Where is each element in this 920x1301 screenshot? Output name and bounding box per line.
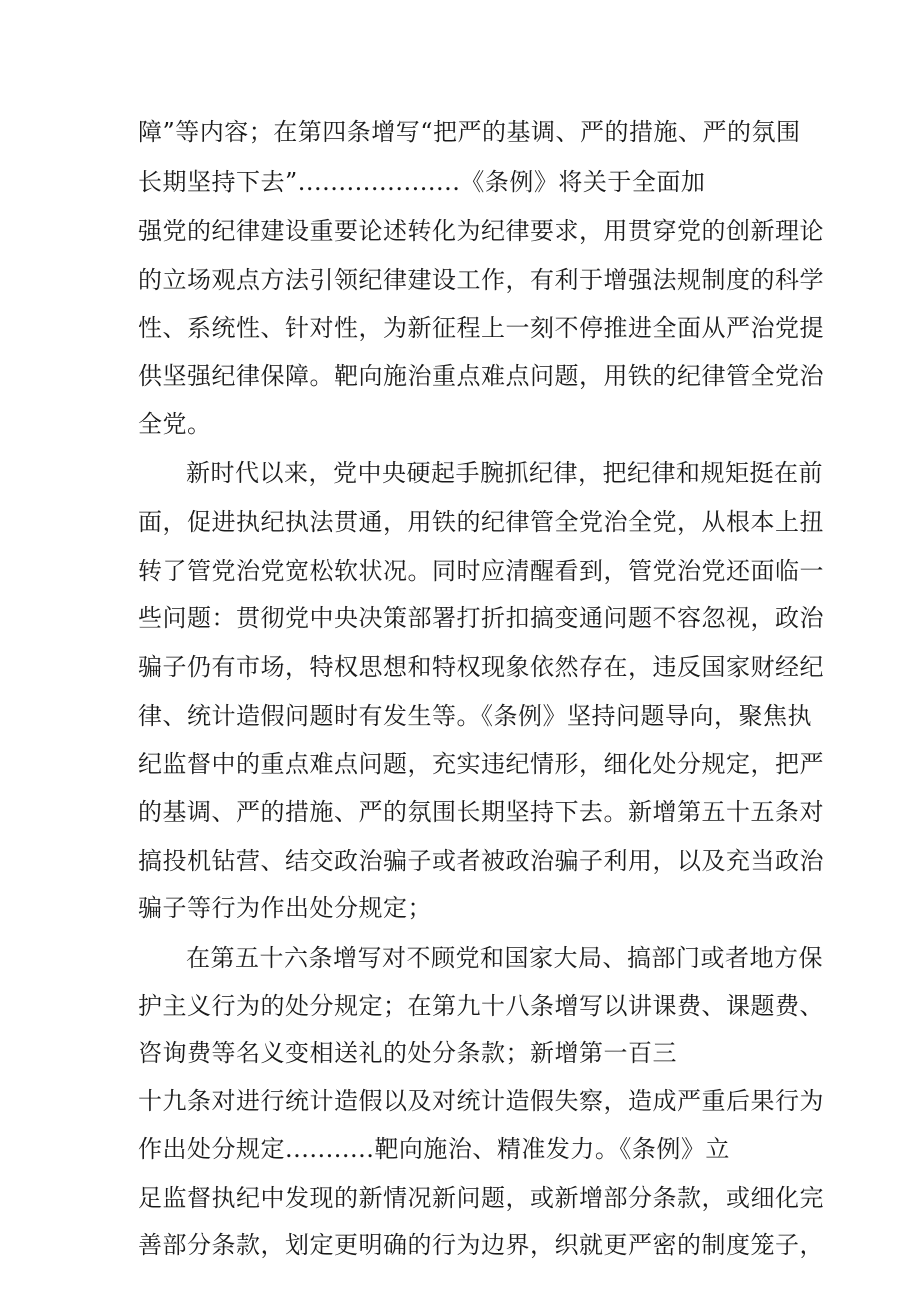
text-line: 护主义行为的处分规定；在第九十八条增写以讲课费、课题费、 bbox=[138, 992, 824, 1020]
text-line: 些问题：贯彻党中央决策部署打折扣搞变通问题不容忽视，政治 bbox=[138, 604, 824, 632]
text-line: 强党的纪律建设重要论述转化为纪律要求，用贯穿党的创新理论 bbox=[138, 217, 824, 245]
text-line: 咨询费等名义变相送礼的处分条款；新增第一百三 bbox=[138, 1039, 677, 1067]
text-line: 十九条对进行统计造假以及对统计造假失察，造成严重后果行为 bbox=[138, 1087, 824, 1115]
text-line: 善部分条款，划定更明确的行为边界，织就更严密的制度笼子， bbox=[138, 1231, 824, 1259]
text-line: 足监督执纪中发现的新情况新问题，或新增部分条款，或细化完 bbox=[138, 1184, 824, 1212]
text-line: 障”等内容；在第四条增写“把严的基调、严的措施、严的氛围 bbox=[138, 118, 801, 146]
text-line: 纪监督中的重点难点问题，充实违纪情形，细化处分规定，把严 bbox=[138, 750, 824, 778]
text-line: 骗子仍有市场，特权思想和特权现象依然存在，违反国家财经纪 bbox=[138, 653, 824, 681]
text-line: 新时代以来，党中央硬起手腕抓纪律，把纪律和规矩挺在前 bbox=[186, 459, 823, 487]
text-line: 供坚强纪律保障。靶向施治重点难点问题，用铁的纪律管全党治 bbox=[138, 362, 824, 390]
text-line: 转了管党治党宽松软状况。同时应清醒看到，管党治党还面临一 bbox=[138, 557, 824, 585]
text-line: 在第五十六条增写对不顾党和国家大局、搞部门或者地方保 bbox=[186, 944, 823, 972]
text-line: 性、系统性、针对性，为新征程上一刻不停推进全面从严治党提 bbox=[138, 314, 824, 342]
text-line: 骗子等行为作出处分规定； bbox=[138, 894, 432, 922]
text-line: 长期坚持下去”....................《条例》将关于全面加 bbox=[138, 168, 706, 196]
text-line: 律、统计造假问题时有发生等。《条例》坚持问题导向，聚焦执 bbox=[138, 702, 812, 730]
text-line: 作出处分规定...........靶向施治、精准发力。《条例》立 bbox=[138, 1135, 730, 1163]
text-line: 的立场观点方法引领纪律建设工作，有利于增强法规制度的科学 bbox=[138, 266, 824, 294]
text-line: 搞投机钻营、结交政治骗子或者被政治骗子利用，以及充当政治 bbox=[138, 847, 824, 875]
text-line: 全党。 bbox=[138, 410, 212, 438]
text-line: 面，促进执纪执法贯通，用铁的纪律管全党治全党，从根本上扭 bbox=[138, 508, 824, 536]
text-line: 的基调、严的措施、严的氛围长期坚持下去。新增第五十五条对 bbox=[138, 798, 824, 826]
